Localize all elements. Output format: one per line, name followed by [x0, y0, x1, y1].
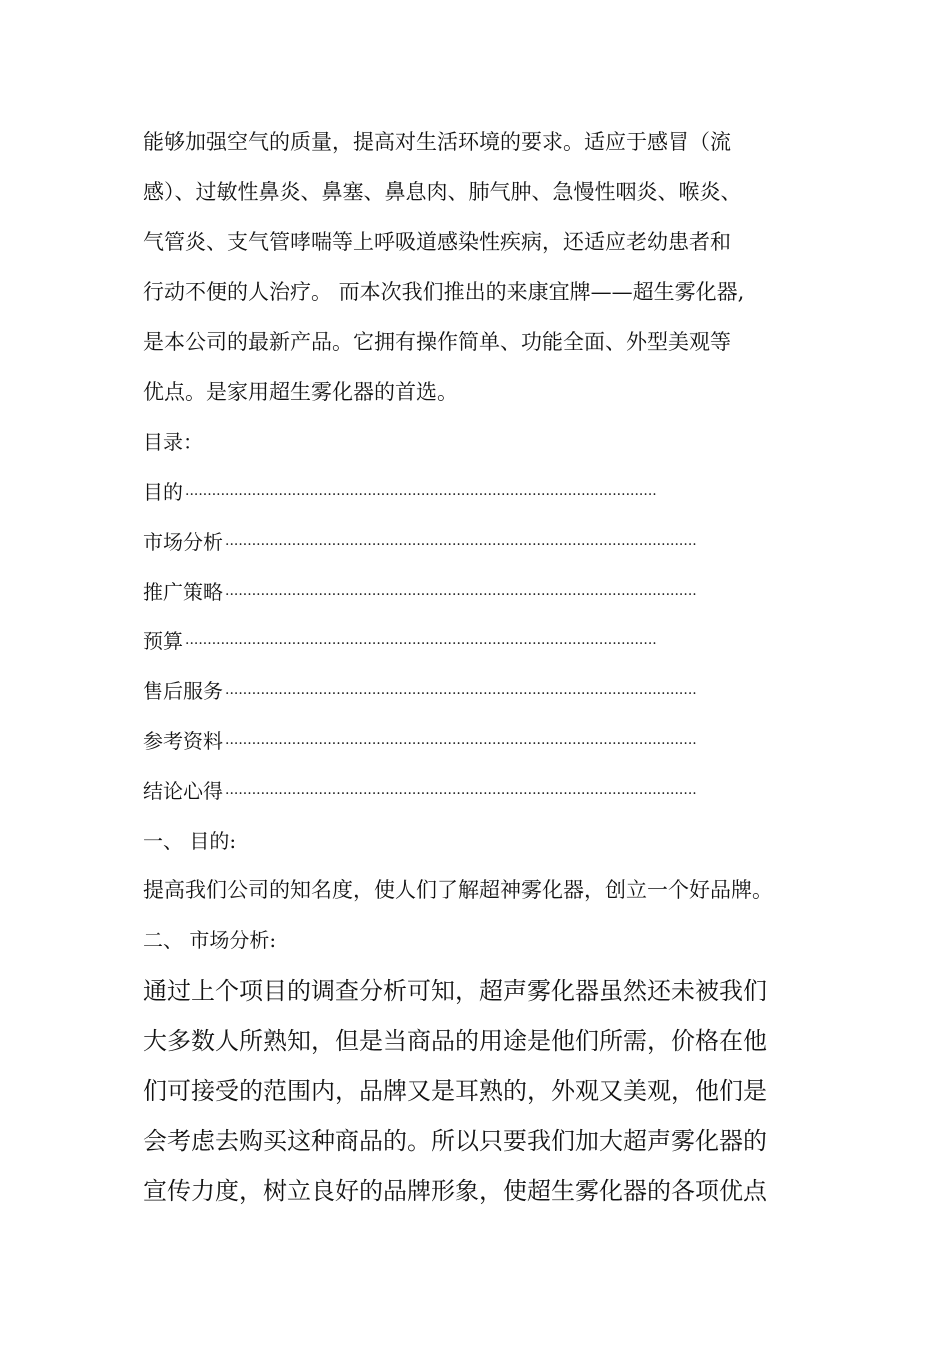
section-heading-market: 二、 市场分析:: [143, 928, 277, 952]
toc-dot-leader: ··········································································································: [225, 787, 697, 801]
toc-item: [143, 582, 715, 602]
market-line: 大多数人所熟知，但是当商品的用途是他们所需，价格在他: [143, 1027, 767, 1055]
toc-item-label: 售后服务: [143, 679, 223, 703]
toc-dot-leader: ··········································································································: [185, 488, 657, 502]
toc-item: [143, 631, 715, 651]
intro-line: 是本公司的最新产品。它拥有操作简单、功能全面、外型美观等: [143, 330, 731, 354]
toc-item-label: 目的: [143, 480, 183, 504]
toc-title: 目录：: [143, 430, 203, 454]
toc-dot-leader: ··········································································································: [225, 737, 697, 751]
toc-item-label: 参考资料: [143, 729, 223, 753]
toc-dot-leader: ··········································································································: [225, 588, 697, 602]
market-line: 通过上个项目的调查分析可知，超声雾化器虽然还未被我们: [143, 977, 767, 1005]
intro-line: 行动不便的人治疗。 而本次我们推出的来康宜牌——超生雾化器,: [143, 280, 745, 304]
toc-item: [143, 731, 715, 751]
intro-line: 能够加强空气的质量，提高对生活环境的要求。适应于感冒（流: [143, 130, 731, 154]
toc-item-label: 市场分析: [143, 530, 223, 554]
toc-item-label: 结论心得: [143, 779, 223, 803]
toc-dot-leader: ··········································································································: [185, 637, 657, 651]
intro-line: 优点。是家用超生雾化器的首选。: [143, 380, 458, 404]
section-heading-purpose: 一、 目的:: [143, 829, 237, 853]
toc-item-label: 预算: [143, 629, 183, 653]
toc-dot-leader: ··········································································································: [225, 538, 697, 552]
intro-line: 气管炎、支气管哮喘等上呼吸道感染性疾病，还适应老幼患者和: [143, 230, 731, 254]
toc-dot-leader: ··········································································································: [225, 687, 697, 701]
toc-item: [143, 781, 715, 801]
toc-item: [143, 681, 715, 701]
market-line: 宣传力度，树立良好的品牌形象，使超生雾化器的各项优点: [143, 1177, 767, 1205]
market-line: 会考虑去购买这种商品的。所以只要我们加大超声雾化器的: [143, 1127, 767, 1155]
toc-item: [143, 482, 715, 502]
market-line: 们可接受的范围内，品牌又是耳熟的，外观又美观，他们是: [143, 1077, 767, 1105]
toc-item: [143, 532, 715, 552]
purpose-text: 提高我们公司的知名度，使人们了解超神雾化器，创立一个好品牌。: [143, 878, 773, 902]
toc-item-label: 推广策略: [143, 580, 223, 604]
intro-line: 感）、过敏性鼻炎、鼻塞、鼻息肉、肺气肿、急慢性咽炎、喉炎、: [143, 180, 742, 204]
